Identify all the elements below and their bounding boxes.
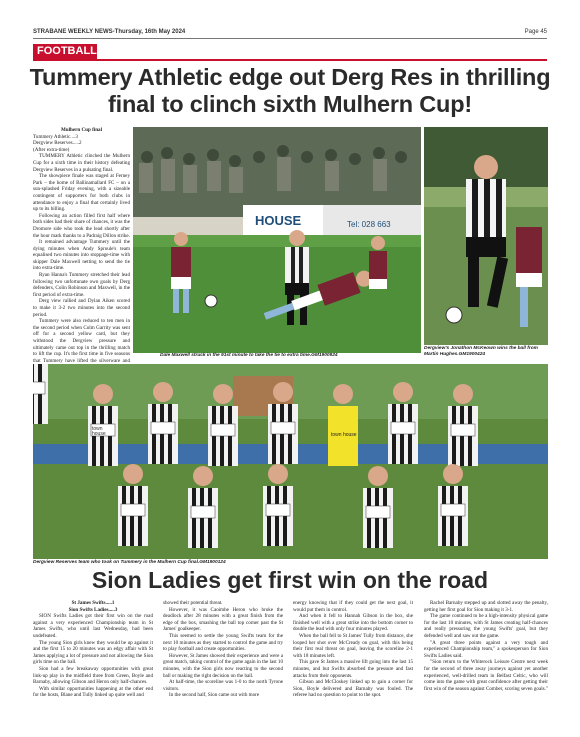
shirt-sponsor-text: house bbox=[92, 431, 106, 437]
goalkeeper-shirt-text: town house bbox=[331, 432, 357, 438]
body-paragraph: The showpiece finale was staged at Ferney Park – the home of Ballinamallard FC – on a sun-splashed Friday evening, with a sizeable contingent of supporters for both clubs in attendance to enjoy a final that certainly lived up to its billing. bbox=[33, 173, 130, 213]
publication-line: STRABANE WEEKLY NEWS-Thursday, 16th May 2024 bbox=[33, 29, 186, 35]
body-paragraph: Gibson and McCloskey linked up to gain a corner for Sion, Boyle delivered and Barnaby was fouled. The referee had no question to point to the spot. bbox=[293, 679, 413, 699]
result-heading: Mulhern Cup final bbox=[60, 127, 103, 133]
body-paragraph: Ryan Hanna's Tummery stretched their lead following two unfortunate own goals by Derg defenders, Colin Robinson and Maxwell, in the first period of extra-time. bbox=[33, 272, 130, 298]
body-paragraph: energy knowing that if they could get the next goal, it would put them in control. bbox=[293, 600, 413, 613]
body-paragraph: "A great three points against a very tough and experienced Championship team," a spokesperson for Sion Swifts Ladies said. bbox=[424, 639, 548, 659]
ad-board-text: HOUSE bbox=[255, 213, 302, 228]
team-photo-caption: Dergview Reserves team who took on Tummery in the Mulhern Cup final.GM1900124 bbox=[33, 560, 226, 565]
section-label: FOOTBALL bbox=[33, 44, 97, 59]
body-paragraph: This seemed to settle the young Swifts team for the next 10 minutes as they started to control the game and try to play football and create opportunities. bbox=[163, 632, 283, 653]
section-divider bbox=[33, 59, 547, 61]
body-paragraph: And when it fell to Hannah Gibson in the box, she finished well with a great strike into the bottom corner to double the lead with only four minutes played. bbox=[293, 613, 413, 633]
article1-headline: Tummery Athletic edge out Derg Res in thrilling final to clinch sixth Mulhern Cup! bbox=[29, 64, 551, 117]
body-paragraph: Sion had a few breakaway opportunities with great link-up play in the midfield three from Green, Boyle and Barnaby, allowing Gibson and Heron only half-chances. bbox=[33, 665, 153, 686]
article2-col1 bbox=[33, 600, 153, 699]
body-paragraph: showed their potential threat. bbox=[163, 600, 223, 606]
shirt-sponsor-text: town bbox=[92, 426, 103, 432]
match-action-photo bbox=[133, 127, 421, 353]
body-paragraph: With similar opportunities happening at the other end for the hosts, Blane and Tully linked up quite well and bbox=[33, 685, 153, 699]
ad-board-tel: Tel: 028 663 bbox=[347, 220, 391, 229]
body-paragraph: At half-time, the scoreline was 1-0 to the north Tyrone visitors. bbox=[163, 679, 283, 692]
article2-col2 bbox=[163, 600, 283, 699]
body-paragraph: In the second half, Sion came out with more bbox=[169, 692, 260, 699]
body-paragraph: Tummery were also reduced to ten men in the second period when Colm Garrity was sent off for a second yellow card, but they withstood the Dergview pressure and ultimately came out top in the thrilling match to lift the cup. It's the first time in five seasons that Tummery have lifted the silverware and bbox=[33, 318, 130, 364]
body-paragraph: The game continued to be a high-intensity physical game for the last 10 minutes, with St James creating half-chances and really pressuring the young Swifts' goal, but they defended well and saw out the game. bbox=[424, 613, 548, 639]
body-paragraph: When the ball fell to St James' Tully from distance, she looped her shot over McCready on goal, with this being their first real threat on goal, leaving the scoreline 2-1 with 18 minutes left. bbox=[293, 632, 413, 659]
body-paragraph: However, St James showed their experience and were a great match, taking control of the game again in the last 10 minutes, with the Sion girls now reacting to the second ball or making the right decision on the ball. bbox=[163, 652, 283, 679]
photo-caption: Dergview's Jonathon McKeown wins the ball from Martin Hughes.GM1900424 bbox=[424, 346, 538, 357]
body-paragraph: Following an action filled first half where both sides had their share of chances, it was the Dromore side who took the lead shortly after the hour mark thanks to a Padraig Dillon strike. bbox=[33, 212, 130, 239]
body-paragraph: It remained advantage Tummery until the dying minutes when Andy Sproule's team equalised two minutes into stoppage-time with skipper Dale Maxwell netting to send the tie into extra-time. bbox=[33, 239, 130, 272]
article2-headline: Sion Ladies get first win on the road bbox=[91, 567, 489, 593]
page-number: Page 45 bbox=[524, 29, 547, 35]
body-paragraph: Rachel Barnaby stepped up and slotted away the penalty, getting her first goal for Sion making it 3-1. bbox=[424, 600, 548, 613]
header-divider bbox=[33, 38, 547, 39]
article1-body bbox=[33, 127, 130, 362]
article2-col3 bbox=[293, 600, 413, 699]
player-photo bbox=[424, 127, 548, 345]
result-line: Tummery Athletic....3 bbox=[33, 133, 78, 140]
result-line: (After extra-time) bbox=[33, 146, 70, 153]
body-paragraph: The young Sion girls knew they would be up against it and the first 15 to 20 minutes was an edgy affair with St James applying a lot of pressure and not allowing the Sion girls time on the ball. bbox=[33, 639, 153, 666]
article2-col4 bbox=[424, 600, 548, 692]
photo-caption: Dale Maxwell struck in the 91st minute to take the tie to extra time.GM1900924 bbox=[160, 353, 338, 358]
body-paragraph: TUMMERY Athletic clinched the Mulhern Cup for a sixth time in their history defeating Dergview Reserves in a pulsating final. bbox=[33, 153, 130, 173]
result-line: Dergview Reserves.....2 bbox=[33, 140, 82, 147]
score-line: Sion Swifts Ladies.....3 bbox=[68, 606, 118, 613]
body-paragraph: Derg view rallied and Dylan Aiken scored to make it 3-2 two minutes into the second period. bbox=[33, 298, 130, 318]
team-photo bbox=[33, 364, 548, 559]
body-paragraph: "Sion return to the Whiterock Leisure Centre next week for the second of three away journeys against yet another experienced, well-drilled team in Belfast Celtic, who will come into the game with great confidence after getting their first win of the season against Comber, scoring seven goals." bbox=[424, 659, 548, 692]
score-line: St James Swifts.....1 bbox=[71, 600, 115, 606]
body-paragraph: This gave St James a massive lift going into the last 15 minutes, and but Swifts absorbed the pressure and fast attacks from their opponents. bbox=[293, 659, 413, 679]
body-paragraph: However, it was Caoimhe Heron who broke the deadlock after 28 minutes with a great finish from the edge of the box, smashing the ball top corner past the St James' goalkeeper. bbox=[163, 606, 283, 633]
body-paragraph: SION Swifts Ladies got their first win on the road against a very experienced Championship team in St James Swifts, who until last Wednesday, had been undefeated. bbox=[33, 613, 153, 639]
